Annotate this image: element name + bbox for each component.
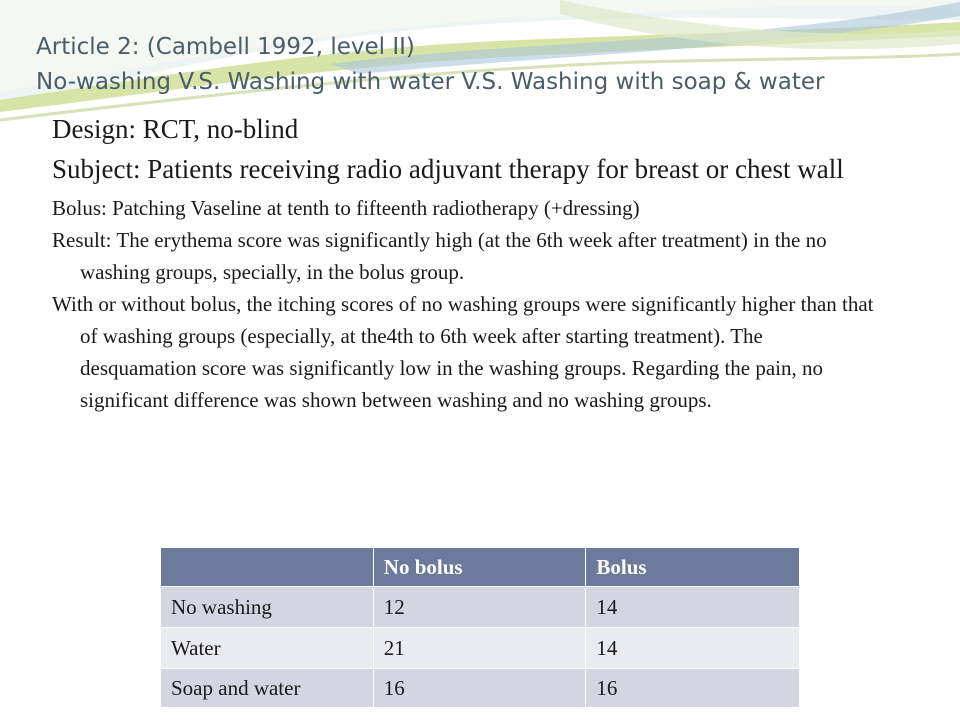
table-row (161, 628, 800, 669)
slide-body (52, 112, 882, 416)
table-header-cell (161, 548, 374, 587)
table-cell: Soap and water (161, 669, 374, 708)
title-line-1: Article 2: (Cambell 1992, level II) (36, 34, 415, 60)
table-cell: 16 (586, 669, 800, 708)
table-cell: Water (161, 628, 374, 669)
table-cell: 14 (586, 628, 800, 669)
design-text: Design: RCT, no-blind (52, 114, 299, 144)
subject-text: Subject: Patients receiving radio adjuvant therapy for breast or chest wall (52, 154, 844, 184)
bolus-text: Bolus: Patching Vaseline at tenth to fifteenth radiotherapy (+dressing) (52, 196, 640, 220)
table-row (161, 669, 800, 708)
table-header-row (161, 548, 800, 587)
table-cell: 16 (373, 669, 586, 708)
results-table (160, 547, 800, 708)
table-header-cell: No bolus (373, 548, 586, 587)
table-cell: 21 (373, 628, 586, 669)
table-header-cell: Bolus (586, 548, 800, 587)
result-text: Result: The erythema score was significantly high (at the 6th week after treatment) in the no washing groups, specially, in the bolus group. (52, 228, 827, 284)
findings-text: With or without bolus, the itching scores of no washing groups were significantly higher than that of washing groups (especially, at the4th to 6th week after starting treatment). The desquamation score was significantly low in the washing groups. Regarding the pain, no significant difference was shown between washing and no washing groups. (52, 292, 874, 412)
slide-title (36, 30, 946, 100)
table-cell: 12 (373, 587, 586, 628)
table-row (161, 587, 800, 628)
table-cell: 14 (586, 587, 800, 628)
table-cell: No washing (161, 587, 374, 628)
title-line-2: No-washing V.S. Washing with water V.S. Washing with soap & water (36, 69, 825, 95)
